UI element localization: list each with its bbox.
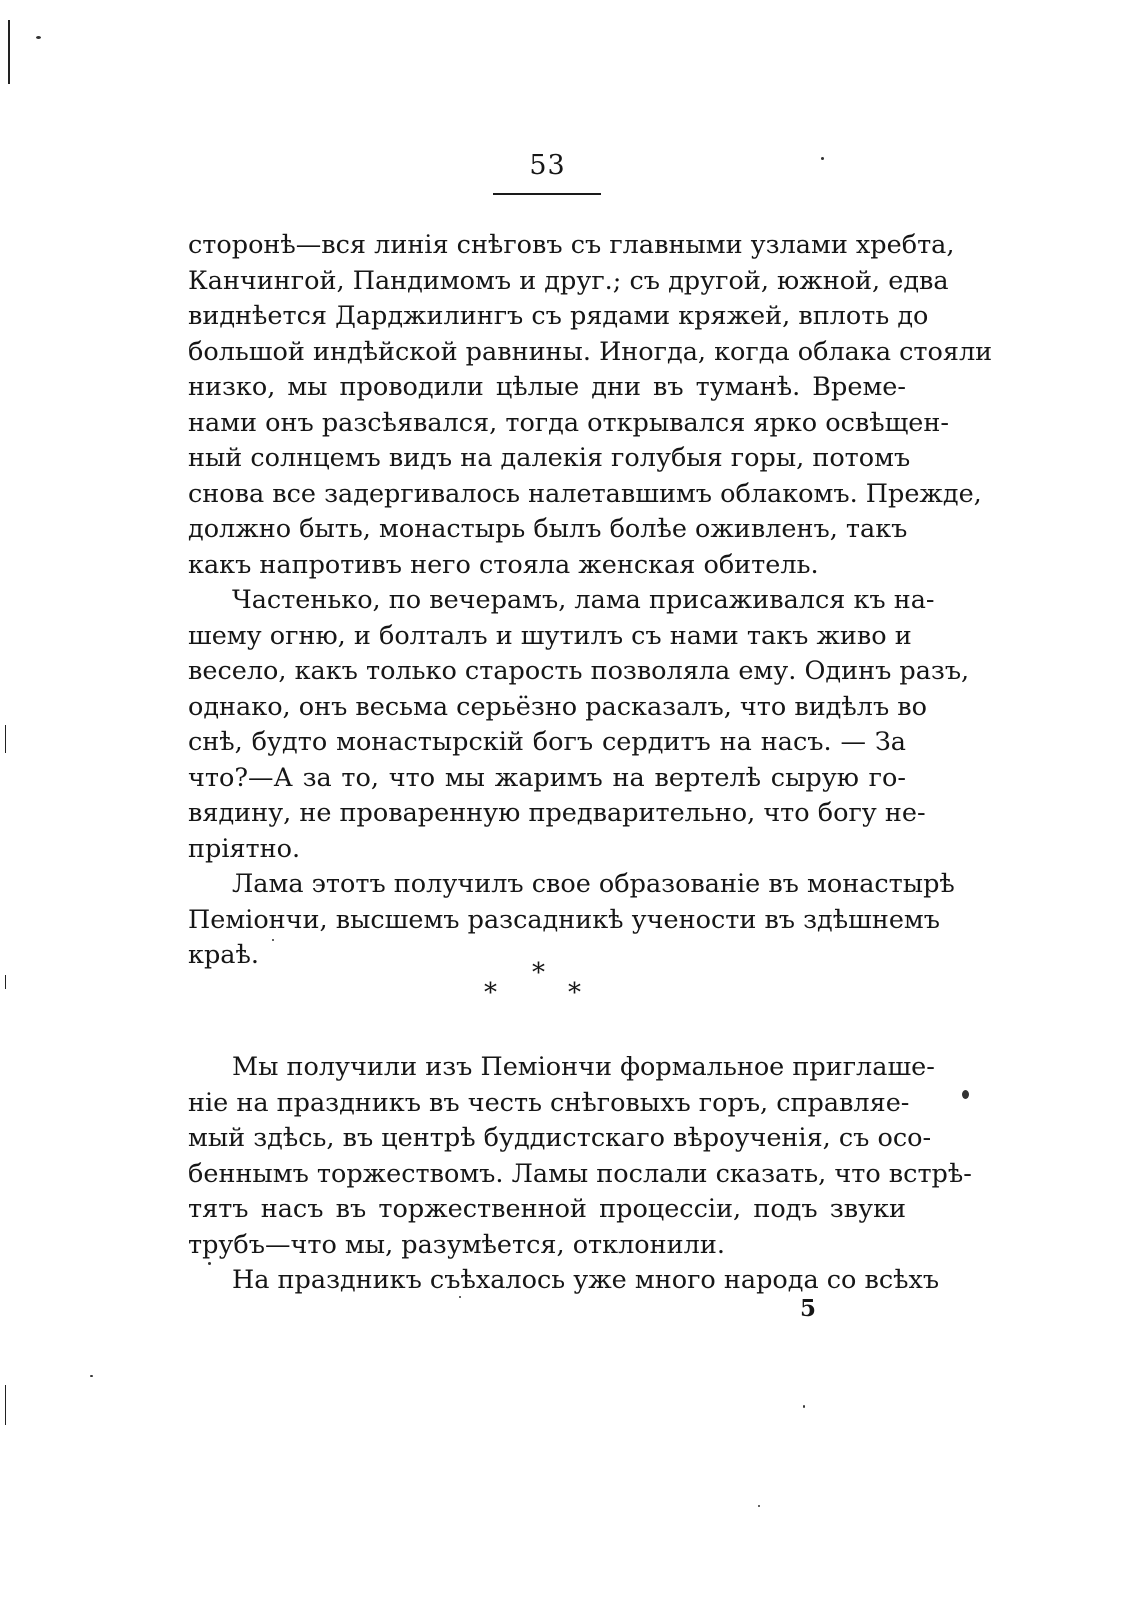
text-line: Канчингой, Пандимомъ и друг.; съ другой, южной, едва [188,265,949,296]
scan-speck [821,157,824,160]
text-line: трубъ—что мы, разумѣется, отклонили. [188,1229,725,1260]
text-line: сторонѣ—вся линія снѣговъ съ главными узлами хребта, [188,230,955,260]
text-line: На праздникъ съѣхалось уже много народа со всѣхъ [232,1265,940,1295]
text-line: вядину, не проваренную предварительно, что богу не- [188,798,926,828]
text-line: снѣ, будто монастырскій богъ сердитъ на насъ. — За [188,727,906,757]
text-line: мый здѣсь, въ центрѣ буддистскаго вѣроученія, съ осо- [188,1123,932,1153]
scan-speck [208,1262,211,1265]
text-line: ный солнцемъ видъ на далекія голубыя горы, потомъ [188,443,911,473]
scan-speck [272,939,274,941]
text-line: нами онъ разсѣявался, тогда открывался ярко освѣщен- [188,407,949,438]
scan-speck [36,36,41,39]
scan-speck [803,1405,805,1408]
asterism-star: * [484,978,497,1008]
text-line: снова все задергивалось налетавшимъ облакомъ. Прежде, [188,478,982,509]
text-line: весело, какъ только старость позволяла ему. Одинъ разъ, [188,656,970,686]
scan-margin-mark [5,975,6,989]
text-line: ніе на праздникъ въ честь снѣговыхъ горъ, справляе- [188,1087,910,1118]
signature-mark: 5 [800,1295,817,1322]
scan-margin-mark [5,725,6,753]
text-block-bottom [188,1050,972,1299]
page-number: 53 [529,150,566,181]
text-line: большой индѣйской равнины. Иногда, когда облака стояли [188,336,993,367]
text-line: что?—А за то, что мы жаримъ на вертелѣ сырую го- [188,762,906,793]
header-rule [493,193,601,195]
scan-speck [962,1090,969,1099]
text-line: Пеміончи, высшемъ разсадникѣ учености въ здѣшнемъ [188,904,940,935]
text-line: Мы получили изъ Пеміончи формальное приглаше- [232,1052,935,1082]
text-line: должно быть, монастырь былъ болѣе оживленъ, такъ [188,514,908,544]
text-block-top [188,228,993,974]
text-line: Частенько, по вечерамъ, лама присаживался къ на- [232,585,935,615]
scan-speck [459,1296,461,1298]
text-line: Лама этотъ получилъ свое образованіе въ монастырѣ [232,869,955,899]
text-line: шему огню, и болталъ и шутилъ съ нами такъ живо и [188,620,912,651]
scan-margin-mark [8,20,10,84]
scan-margin-mark [5,1385,6,1425]
text-line: низко, мы проводили цѣлые дни въ туманѣ. Време- [188,372,906,402]
section-break-asterism [480,960,610,1010]
text-line: пріятно. [188,833,301,864]
text-line: виднѣется Дарджилингъ съ рядами кряжей, вплоть до [188,301,929,331]
text-line: беннымъ торжествомъ. Ламы послали сказать, что встрѣ- [188,1158,972,1189]
text-line: какъ напротивъ него стояла женская обитель. [188,549,819,580]
text-line: тятъ насъ въ торжественной процессіи, подъ звуки [188,1194,906,1224]
scan-speck [90,1375,93,1377]
text-line: однако, онъ весьма серьёзно расказалъ, что видѣлъ во [188,691,928,722]
text-line: краѣ. [188,940,259,970]
asterism-star: * [568,978,581,1008]
asterism-star: * [532,958,545,988]
scan-speck [758,1505,760,1507]
